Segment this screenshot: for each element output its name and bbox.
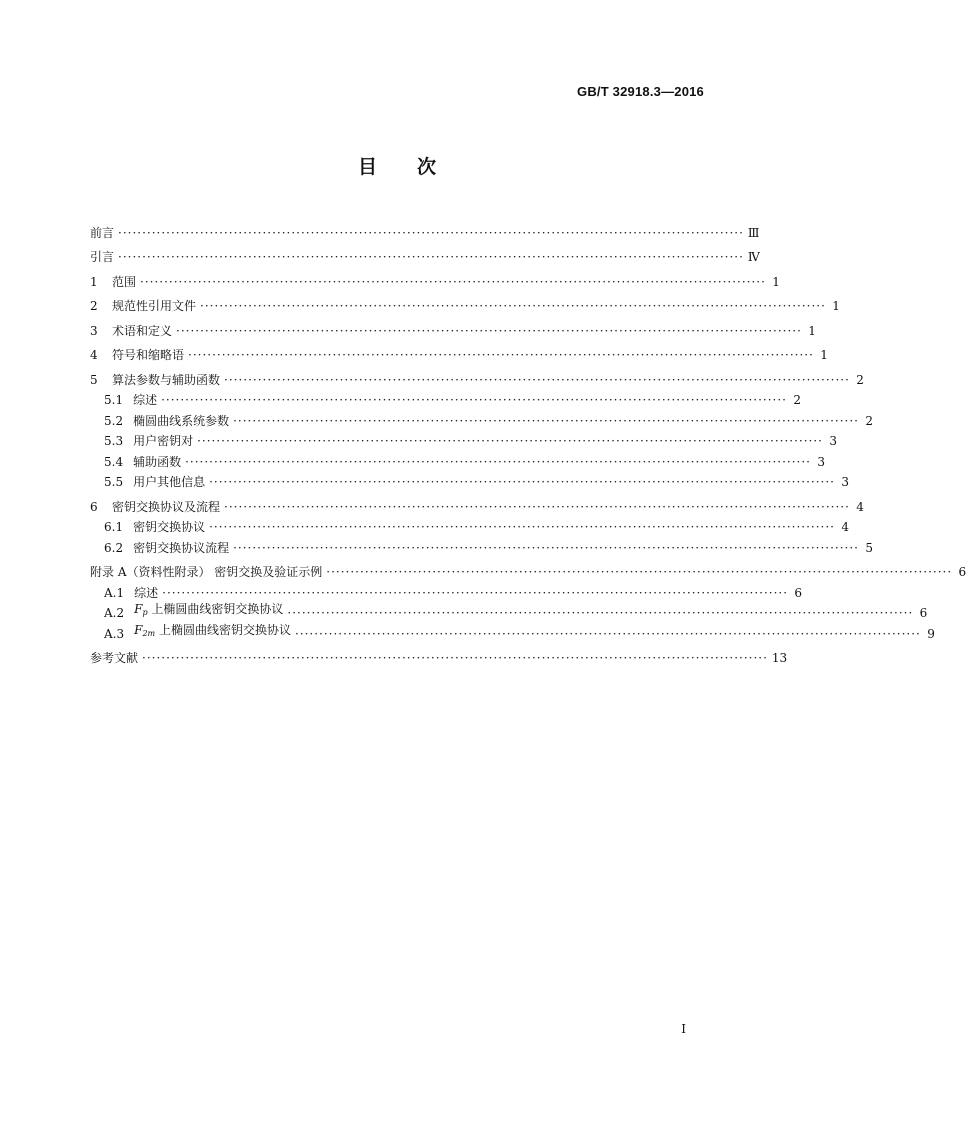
toc-entry-5-1[interactable]: [90, 387, 801, 408]
toc-label-text: 上椭圆曲线密钥交换协议: [147, 602, 284, 616]
toc-page: 1: [772, 274, 780, 289]
toc-page: 1: [808, 323, 816, 338]
toc-entry-1[interactable]: [90, 264, 780, 289]
toc-entry-6-1[interactable]: [90, 514, 849, 535]
toc-label: 参考文献: [90, 651, 139, 665]
toc-label: [134, 602, 283, 620]
toc-label: 密钥交换协议: [133, 520, 206, 534]
toc-label: 附录 A（资料性附录） 密钥交换及验证示例: [90, 565, 323, 579]
toc-page: 9: [927, 626, 935, 641]
toc-page: 3: [817, 454, 825, 469]
toc-number: 3: [90, 323, 98, 338]
toc-leader: ··································································································································: [118, 225, 744, 240]
toc-page: Ⅲ: [747, 225, 760, 240]
toc-number: A.3: [104, 626, 125, 641]
toc-entry-3[interactable]: [90, 313, 816, 338]
toc-number: 5.5: [104, 475, 124, 489]
toc-page: 1: [820, 348, 828, 362]
toc-page: 1: [832, 299, 840, 313]
field-symbol: F: [134, 622, 143, 637]
toc-leader: ··································································································································: [326, 565, 953, 579]
toc-label: 符号和缩略语: [112, 348, 185, 362]
toc-label-text: 上椭圆曲线密钥交换协议: [155, 622, 291, 637]
toc-label: 前言: [90, 225, 115, 240]
title-part-1: 目: [357, 156, 377, 178]
toc-page: 4: [841, 520, 849, 534]
toc-entry-5-4[interactable]: [90, 448, 825, 469]
toc-leader: ··································································································································: [197, 434, 823, 448]
toc-leader: ··································································································································: [287, 606, 914, 620]
toc-entry-introduction[interactable]: [90, 240, 760, 265]
toc-page: 6: [919, 606, 928, 620]
field-symbol: F: [134, 602, 143, 616]
toc-leader: ··································································································································: [209, 520, 835, 534]
toc-entry-a-3[interactable]: [90, 620, 935, 641]
toc-leader: ··································································································································: [118, 250, 744, 264]
toc-label: [134, 623, 291, 641]
toc-number: A.2: [104, 606, 125, 620]
toc-entry-4[interactable]: [90, 338, 828, 363]
toc-entry-5[interactable]: [90, 362, 864, 387]
toc-page: 6: [958, 565, 966, 579]
toc-page: 3: [829, 434, 837, 448]
toc-page: 2: [793, 393, 801, 407]
toc-page: 3: [841, 475, 849, 489]
field-subscript: 2m: [142, 628, 156, 638]
toc-entry-bibliography[interactable]: [90, 641, 788, 666]
toc-leader: ··································································································································: [176, 323, 802, 338]
toc-entry-2[interactable]: [90, 289, 840, 314]
toc-entry-foreword[interactable]: [90, 215, 760, 240]
toc-label: 综述: [134, 585, 159, 600]
toc-label: 密钥交换协议流程: [133, 540, 230, 555]
toc-leader: ··································································································································: [188, 348, 814, 362]
toc-page: 4: [856, 499, 864, 514]
toc-leader: ··································································································································: [224, 372, 850, 387]
toc-entry-6-2[interactable]: [90, 534, 873, 555]
title-part-2: 次: [417, 156, 437, 178]
toc-page: 5: [865, 540, 873, 555]
toc-number: 6.1: [104, 520, 124, 534]
toc-label: 用户其他信息: [133, 475, 206, 489]
toc-entry-5-2[interactable]: [90, 407, 873, 428]
table-of-contents: [90, 215, 966, 665]
toc-label: 引言: [90, 250, 115, 264]
toc-number: 5.1: [104, 393, 124, 407]
toc-leader: ··································································································································: [142, 651, 768, 665]
toc-number: 6.2: [104, 540, 124, 555]
toc-label: 规范性引用文件: [112, 299, 197, 313]
toc-number: 2: [90, 299, 98, 313]
toc-number: 5.4: [104, 454, 124, 469]
toc-page: 2: [856, 372, 864, 387]
toc-entry-6[interactable]: [90, 489, 864, 514]
toc-entry-a-1[interactable]: [90, 579, 803, 600]
toc-leader: ··································································································································: [209, 475, 835, 489]
toc-number: 5.3: [104, 434, 124, 448]
standard-code: GB/T 32918.3—2016: [577, 84, 704, 99]
toc-label: 辅助函数: [133, 454, 182, 469]
toc-number: 1: [90, 274, 98, 289]
toc-entry-5-5[interactable]: [90, 469, 849, 490]
toc-label: 范围: [112, 274, 137, 289]
toc-leader: ··································································································································: [294, 626, 921, 641]
field-subscript: p: [142, 608, 148, 617]
toc-page: 6: [794, 585, 803, 600]
toc-label: 术语和定义: [112, 323, 173, 338]
toc-leader: ··································································································································: [224, 499, 850, 514]
toc-page: 2: [865, 413, 873, 428]
toc-leader: ··································································································································: [233, 413, 859, 428]
toc-leader: ··································································································································: [233, 540, 859, 555]
toc-entry-annex-a[interactable]: [90, 555, 966, 580]
toc-label: 综述: [133, 393, 158, 407]
toc-number: 5.2: [104, 413, 124, 428]
toc-leader: ··································································································································: [162, 585, 789, 600]
toc-number: A.1: [104, 585, 125, 600]
toc-leader: ··································································································································: [200, 299, 826, 313]
toc-label: 椭圆曲线系统参数: [133, 413, 230, 428]
toc-leader: ··································································································································: [140, 274, 766, 289]
toc-label: 用户密钥对: [133, 434, 194, 448]
toc-number: 6: [90, 499, 98, 514]
toc-entry-5-3[interactable]: [90, 428, 837, 449]
toc-label: 算法参数与辅助函数: [112, 372, 221, 387]
toc-leader: ··································································································································: [161, 393, 787, 407]
toc-label: 密钥交换协议及流程: [112, 499, 221, 514]
page-title: [0, 152, 794, 179]
toc-leader: ··································································································································: [185, 454, 811, 469]
toc-entry-a-2[interactable]: [90, 600, 928, 621]
toc-page: Ⅳ: [747, 250, 760, 264]
toc-number: 4: [90, 348, 98, 362]
page-number: I: [681, 1022, 686, 1036]
toc-number: 5: [90, 372, 98, 387]
toc-page: 13: [771, 651, 788, 665]
